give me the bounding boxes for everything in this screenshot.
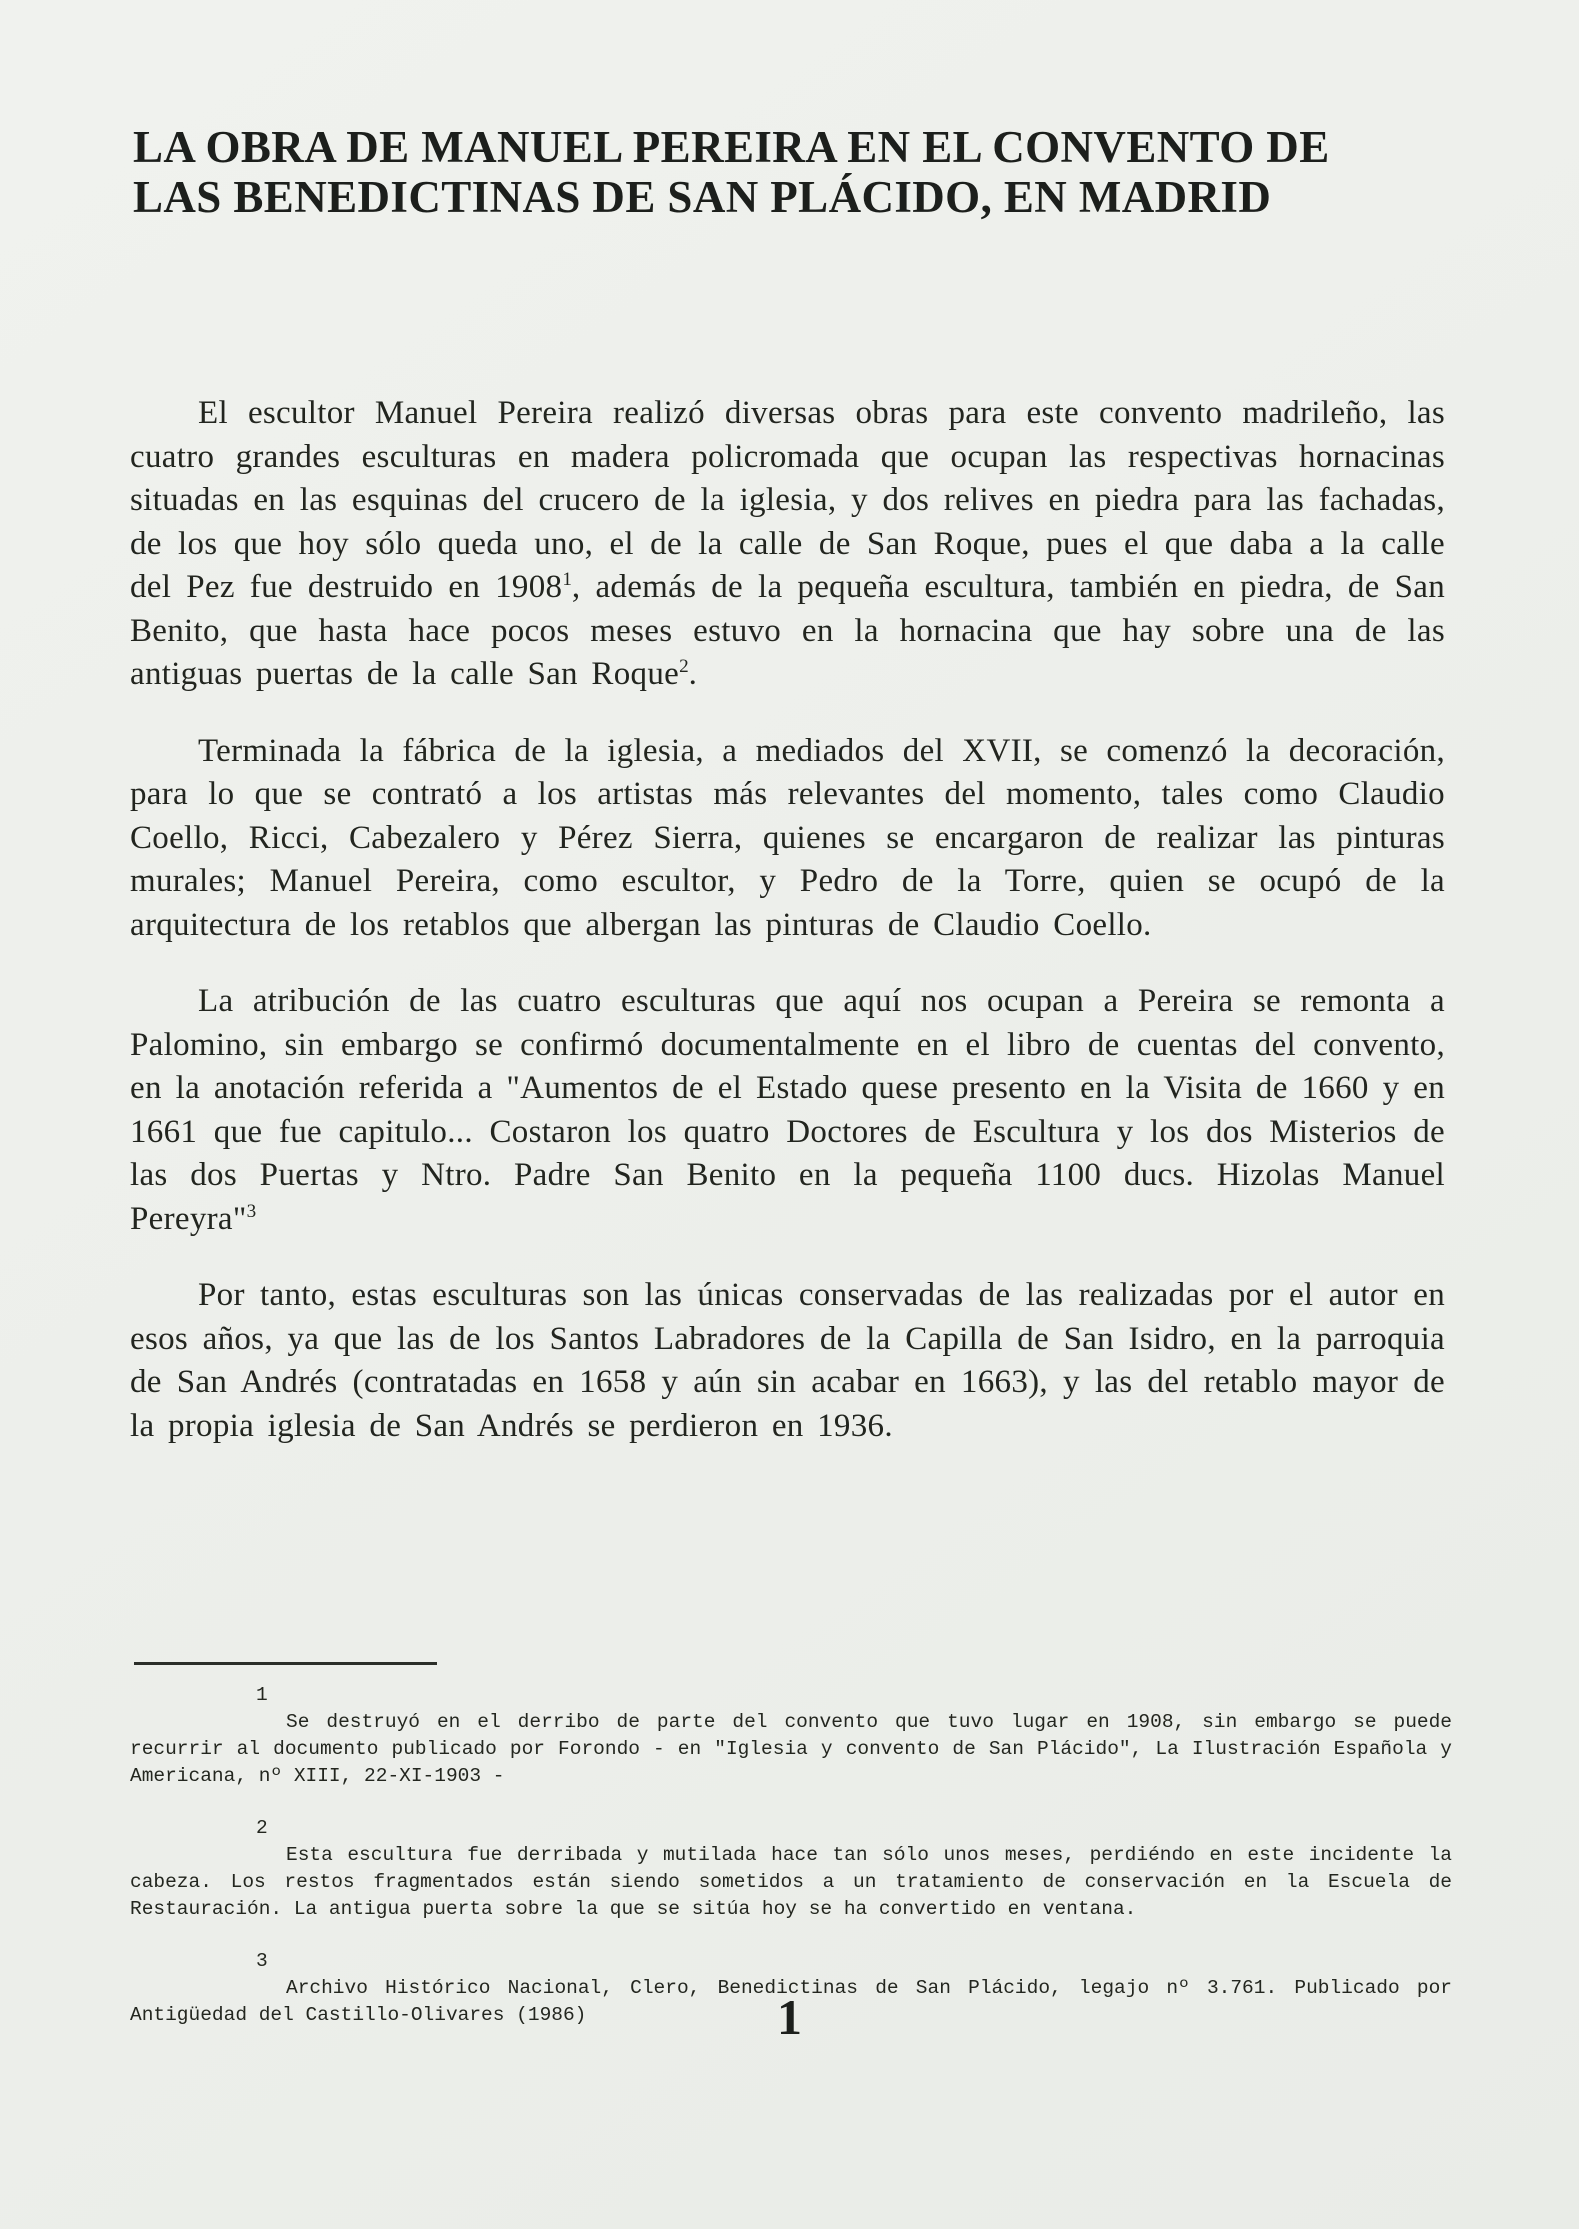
footnote	[130, 1815, 1452, 1923]
page-title-line1: LA OBRA DE MANUEL PEREIRA EN EL CONVENTO DE	[133, 122, 1330, 172]
page-number: 1	[777, 1989, 802, 2045]
footnote-ref: 1	[562, 569, 572, 590]
paragraph: El escultor Manuel Pereira realizó diversas obras para este convento madrileño, las cuatro grandes esculturas en madera policromada que ocupan las respectivas hornacinas situadas en las esquinas del crucero de la iglesia, y dos relives en piedra para las fachadas, de los que hoy sólo queda uno, el de la calle de San Roque, pues el que daba a la calle del Pez fue destruido en 1908$^1$, además de la pequeña escultura, también en piedra, de San Benito, que hasta hace pocos meses estuvo en la hornacina que hay sobre una de las antiguas puertas de la calle San Roque$^2$.	[130, 395, 1446, 692]
paragraph: Terminada la fábrica de la iglesia, a mediados del XVII, se comenzó la decoración, para lo que se contrató a los artistas más relevantes del momento, tales como Claudio Coello, Ricci, Cabezalero y Pérez Sierra, quienes se encargaron de realizar las pinturas murales; Manuel Pereira, como escultor, y Pedro de la Torre, quien se ocupó de la arquitectura de los retablos que albergan las pinturas de Claudio Coello.	[130, 732, 1445, 943]
footnote-text: Esta escultura fue derribada y mutilada hace tan sólo unos meses, perdiéndo en este incidente la cabeza. Los restos fragmentados están siendo sometidos a un tratamiento de conservación en la Escuela de Restauración. La antigua puerta sobre la que se sitúa hoy se ha convertido en ventana.	[130, 1844, 1452, 1920]
page-title-line2: LAS BENEDICTINAS DE SAN PLÁCIDO, EN MADRID	[133, 172, 1272, 222]
page-title	[133, 122, 1493, 222]
footnote-ref: 2	[679, 656, 689, 677]
footnote-number: 1	[256, 1684, 268, 1706]
footnote	[130, 1682, 1452, 1790]
footnote-number: 3	[256, 1950, 268, 1972]
footnote-number: 2	[256, 1817, 268, 1839]
footnote-text: Archivo Histórico Nacional, Clero, Benedictinas de San Plácido, legajo nº 3.761. Publicado por Antigüedad del Castillo-Olivares (1986)	[130, 1977, 1452, 2026]
document-body	[130, 392, 1445, 1481]
paragraph: Por tanto, estas esculturas son las únicas conservadas de las realizadas por el autor en esos años, ya que las de los Santos Labradores de la Capilla de San Isidro, en la parroquia de San Andrés (contratadas en 1658 y aún sin acabar en 1663), y las del retablo mayor de la propia iglesia de San Andrés se perdieron en 1936.	[130, 1277, 1445, 1444]
footnote-separator-rule	[134, 1662, 437, 1665]
footnote-text: Se destruyó en el derribo de parte del convento que tuvo lugar en 1908, sin embargo se puede recurrir al documento publicado por Forondo - en "Iglesia y convento de San Plácido", La Ilustración Española y Americana, nº XIII, 22-XI-1903 -	[130, 1711, 1452, 1787]
footnote-ref: 3	[246, 1200, 257, 1222]
paragraph: La atribución de las cuatro esculturas que aquí nos ocupan a Pereira se remonta a Palomino, sin embargo se confirmó documentalmente en el libro de cuentas del convento, en la anotación referida a "Aumentos de el Estado quese presento en la Visita de 1660 y en 1661 que fue capitulo... Costaron los quatro Doctores de Escultura y los dos Misterios de las dos Puertas y Ntro. Padre San Benito en la pequeña 1100 ducs. Hizolas Manuel Pereyra"$^3$	[130, 983, 1445, 1237]
